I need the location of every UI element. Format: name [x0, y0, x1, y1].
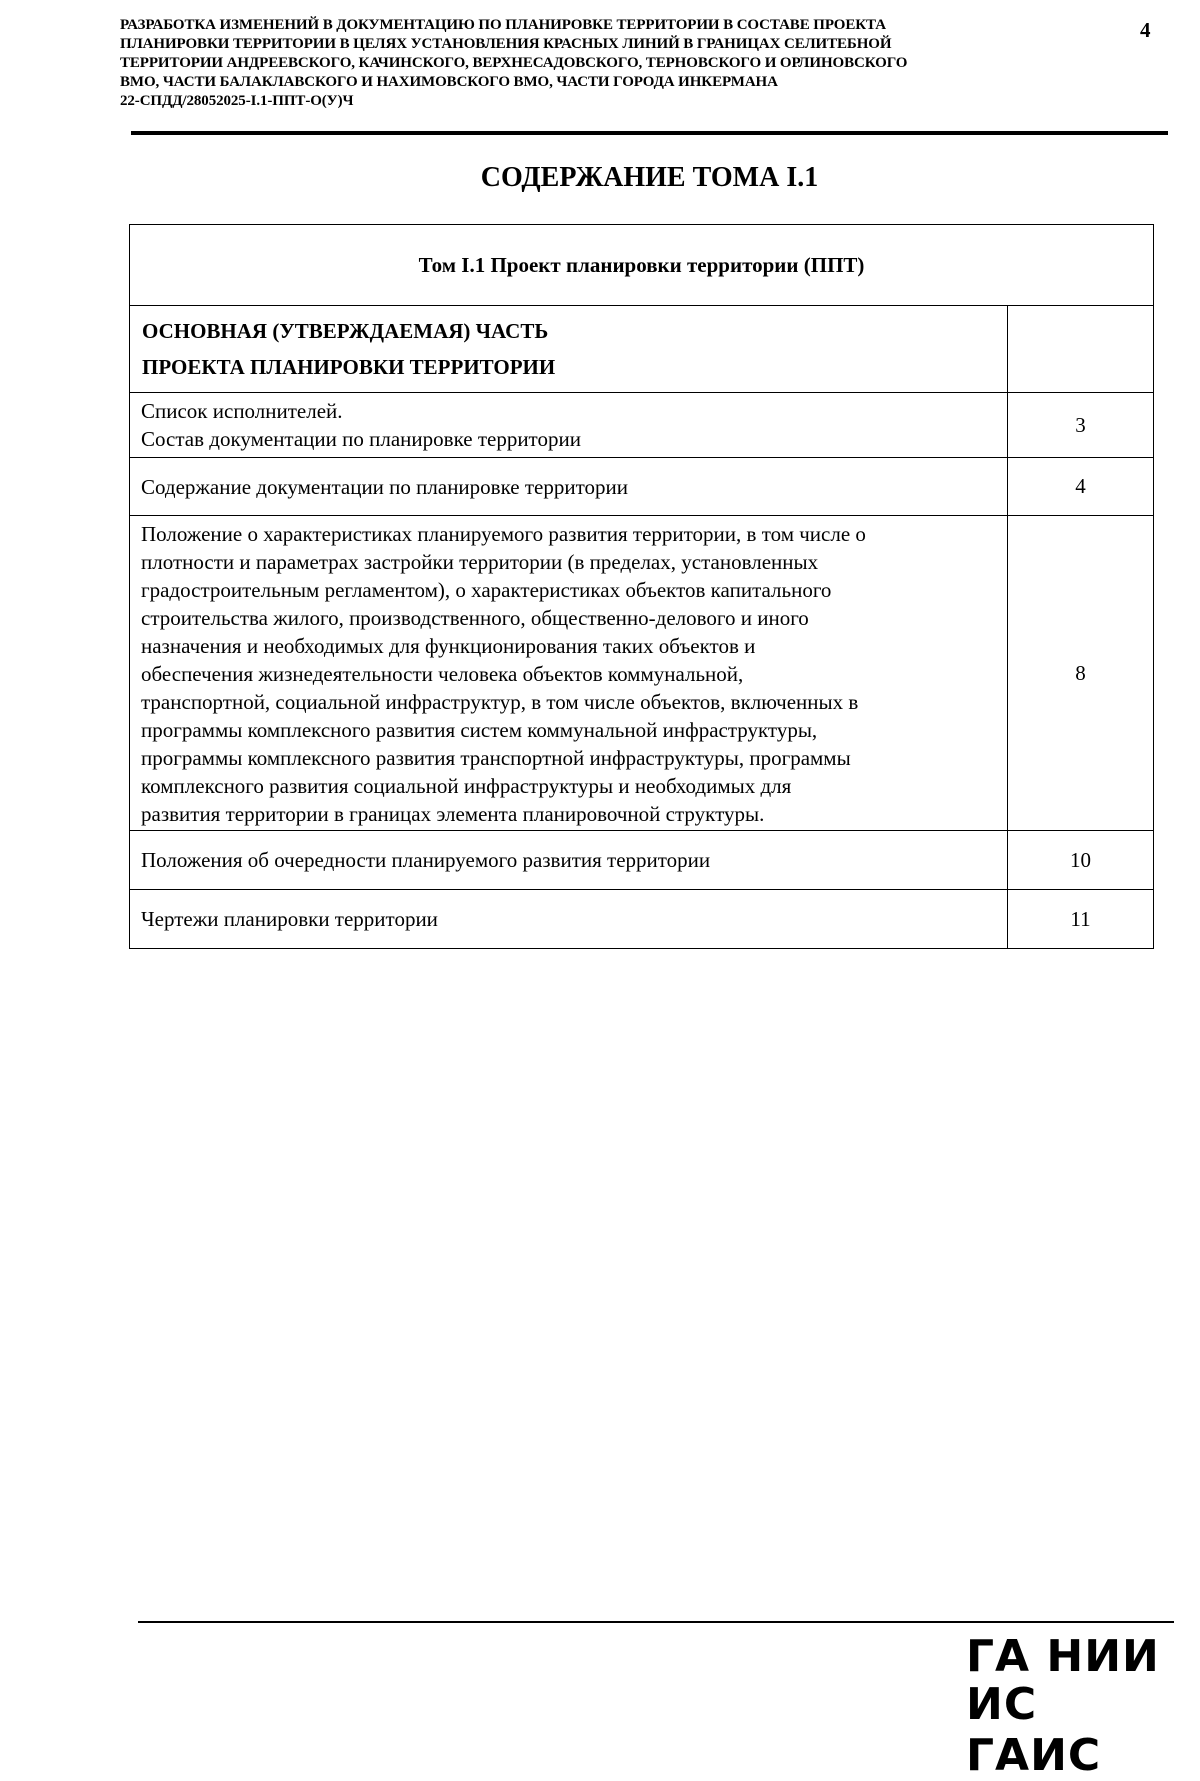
toc-entry-page: 10	[1008, 831, 1154, 890]
toc-entry-line: Список исполнителей.	[141, 399, 343, 423]
footer-divider	[138, 1621, 1174, 1623]
toc-entry-line: программы комплексного развития систем коммунальной инфраструктуры,	[141, 718, 818, 742]
toc-entry-line: транспортной, социальной инфраструктур, в том числе объектов, включенных в	[141, 690, 859, 714]
toc-row	[130, 516, 1154, 831]
header-line: ВМО, ЧАСТИ БАЛАКЛАВСКОГО И НАХИМОВСКОГО ВМО, ЧАСТИ ГОРОДА ИНКЕРМАНА	[120, 74, 778, 90]
toc-entry-line: Чертежи планировки территории	[141, 907, 438, 931]
section-title-line: ПРОЕКТА ПЛАНИРОВКИ ТЕРРИТОРИИ	[142, 355, 556, 379]
toc-entry-line: Положения об очередности планируемого развития территории	[141, 848, 711, 872]
section-page-cell	[1008, 306, 1154, 393]
toc-entry-page: 11	[1008, 890, 1154, 949]
document-header	[120, 16, 1070, 111]
toc-row	[130, 393, 1154, 458]
toc-entry-line: Состав документации по планировке территории	[141, 427, 581, 451]
toc-entry-text	[130, 516, 1008, 831]
page-number: 4	[1140, 18, 1151, 42]
header-line: РАЗРАБОТКА ИЗМЕНЕНИЙ В ДОКУМЕНТАЦИЮ ПО ПЛАНИРОВКЕ ТЕРРИТОРИИ В СОСТАВЕ ПРОЕКТА	[120, 17, 886, 33]
volume-title: Том I.1 Проект планировки территории (ППТ)	[130, 225, 1154, 306]
toc-entry-text	[130, 393, 1008, 458]
header-line: ПЛАНИРОВКИ ТЕРРИТОРИИ В ЦЕЛЯХ УСТАНОВЛЕНИЯ КРАСНЫХ ЛИНИЙ В ГРАНИЦАХ СЕЛИТЕБНОЙ	[120, 36, 892, 52]
toc-table	[129, 224, 1154, 949]
organization-logo	[966, 1631, 1166, 1781]
toc-entry-text	[130, 831, 1008, 890]
toc-entry-line: градостроительным регламентом), о характеристиках объектов капитального	[141, 578, 832, 602]
section-row	[130, 306, 1154, 393]
toc-entry-line: Положение о характеристиках планируемого развития территории, в том числе о	[141, 522, 866, 546]
section-title	[130, 306, 1008, 393]
toc-entry-line: обеспечения жизнедеятельности человека объектов коммунальной,	[141, 662, 744, 686]
logo-line: ИС ГАИС	[966, 1679, 1102, 1781]
toc-entry-text	[130, 890, 1008, 949]
toc-entry-line: Содержание документации по планировке территории	[141, 474, 628, 499]
toc-entry-page: 3	[1008, 393, 1154, 458]
header-line: ТЕРРИТОРИИ АНДРЕЕВСКОГО, КАЧИНСКОГО, ВЕРХНЕСАДОВСКОГО, ТЕРНОВСКОГО И ОРЛИНОВСКОГО	[120, 55, 908, 71]
toc-title: СОДЕРЖАНИЕ ТОМА I.1	[480, 162, 819, 193]
toc-row	[130, 458, 1154, 516]
toc-entry-line: развития территории в границах элемента планировочной структуры.	[141, 802, 765, 826]
toc-entry-line: плотности и параметрах застройки территории (в пределах, установленных	[141, 550, 819, 574]
toc-entry-page: 4	[1008, 458, 1154, 516]
toc-row	[130, 831, 1154, 890]
header-divider	[131, 131, 1168, 135]
volume-row	[130, 225, 1154, 306]
toc-entry-line: назначения и необходимых для функционирования таких объектов и	[141, 634, 756, 658]
logo-line: ГА НИИ	[966, 1631, 1160, 1682]
toc-entry-line: строительства жилого, производственного, общественно-делового и иного	[141, 606, 809, 630]
toc-row	[130, 890, 1154, 949]
toc-entry-line: комплексного развития социальной инфраструктуры и необходимых для	[141, 774, 792, 798]
document-code: 22-СПДД/28052025-I.1-ППТ-О(У)Ч	[120, 93, 354, 109]
toc-entry-page: 8	[1008, 516, 1154, 831]
toc-entry-text	[130, 458, 1008, 516]
section-title-line: ОСНОВНАЯ (УТВЕРЖДАЕМАЯ) ЧАСТЬ	[142, 319, 549, 343]
toc-entry-line: программы комплексного развития транспортной инфраструктуры, программы	[141, 746, 851, 770]
